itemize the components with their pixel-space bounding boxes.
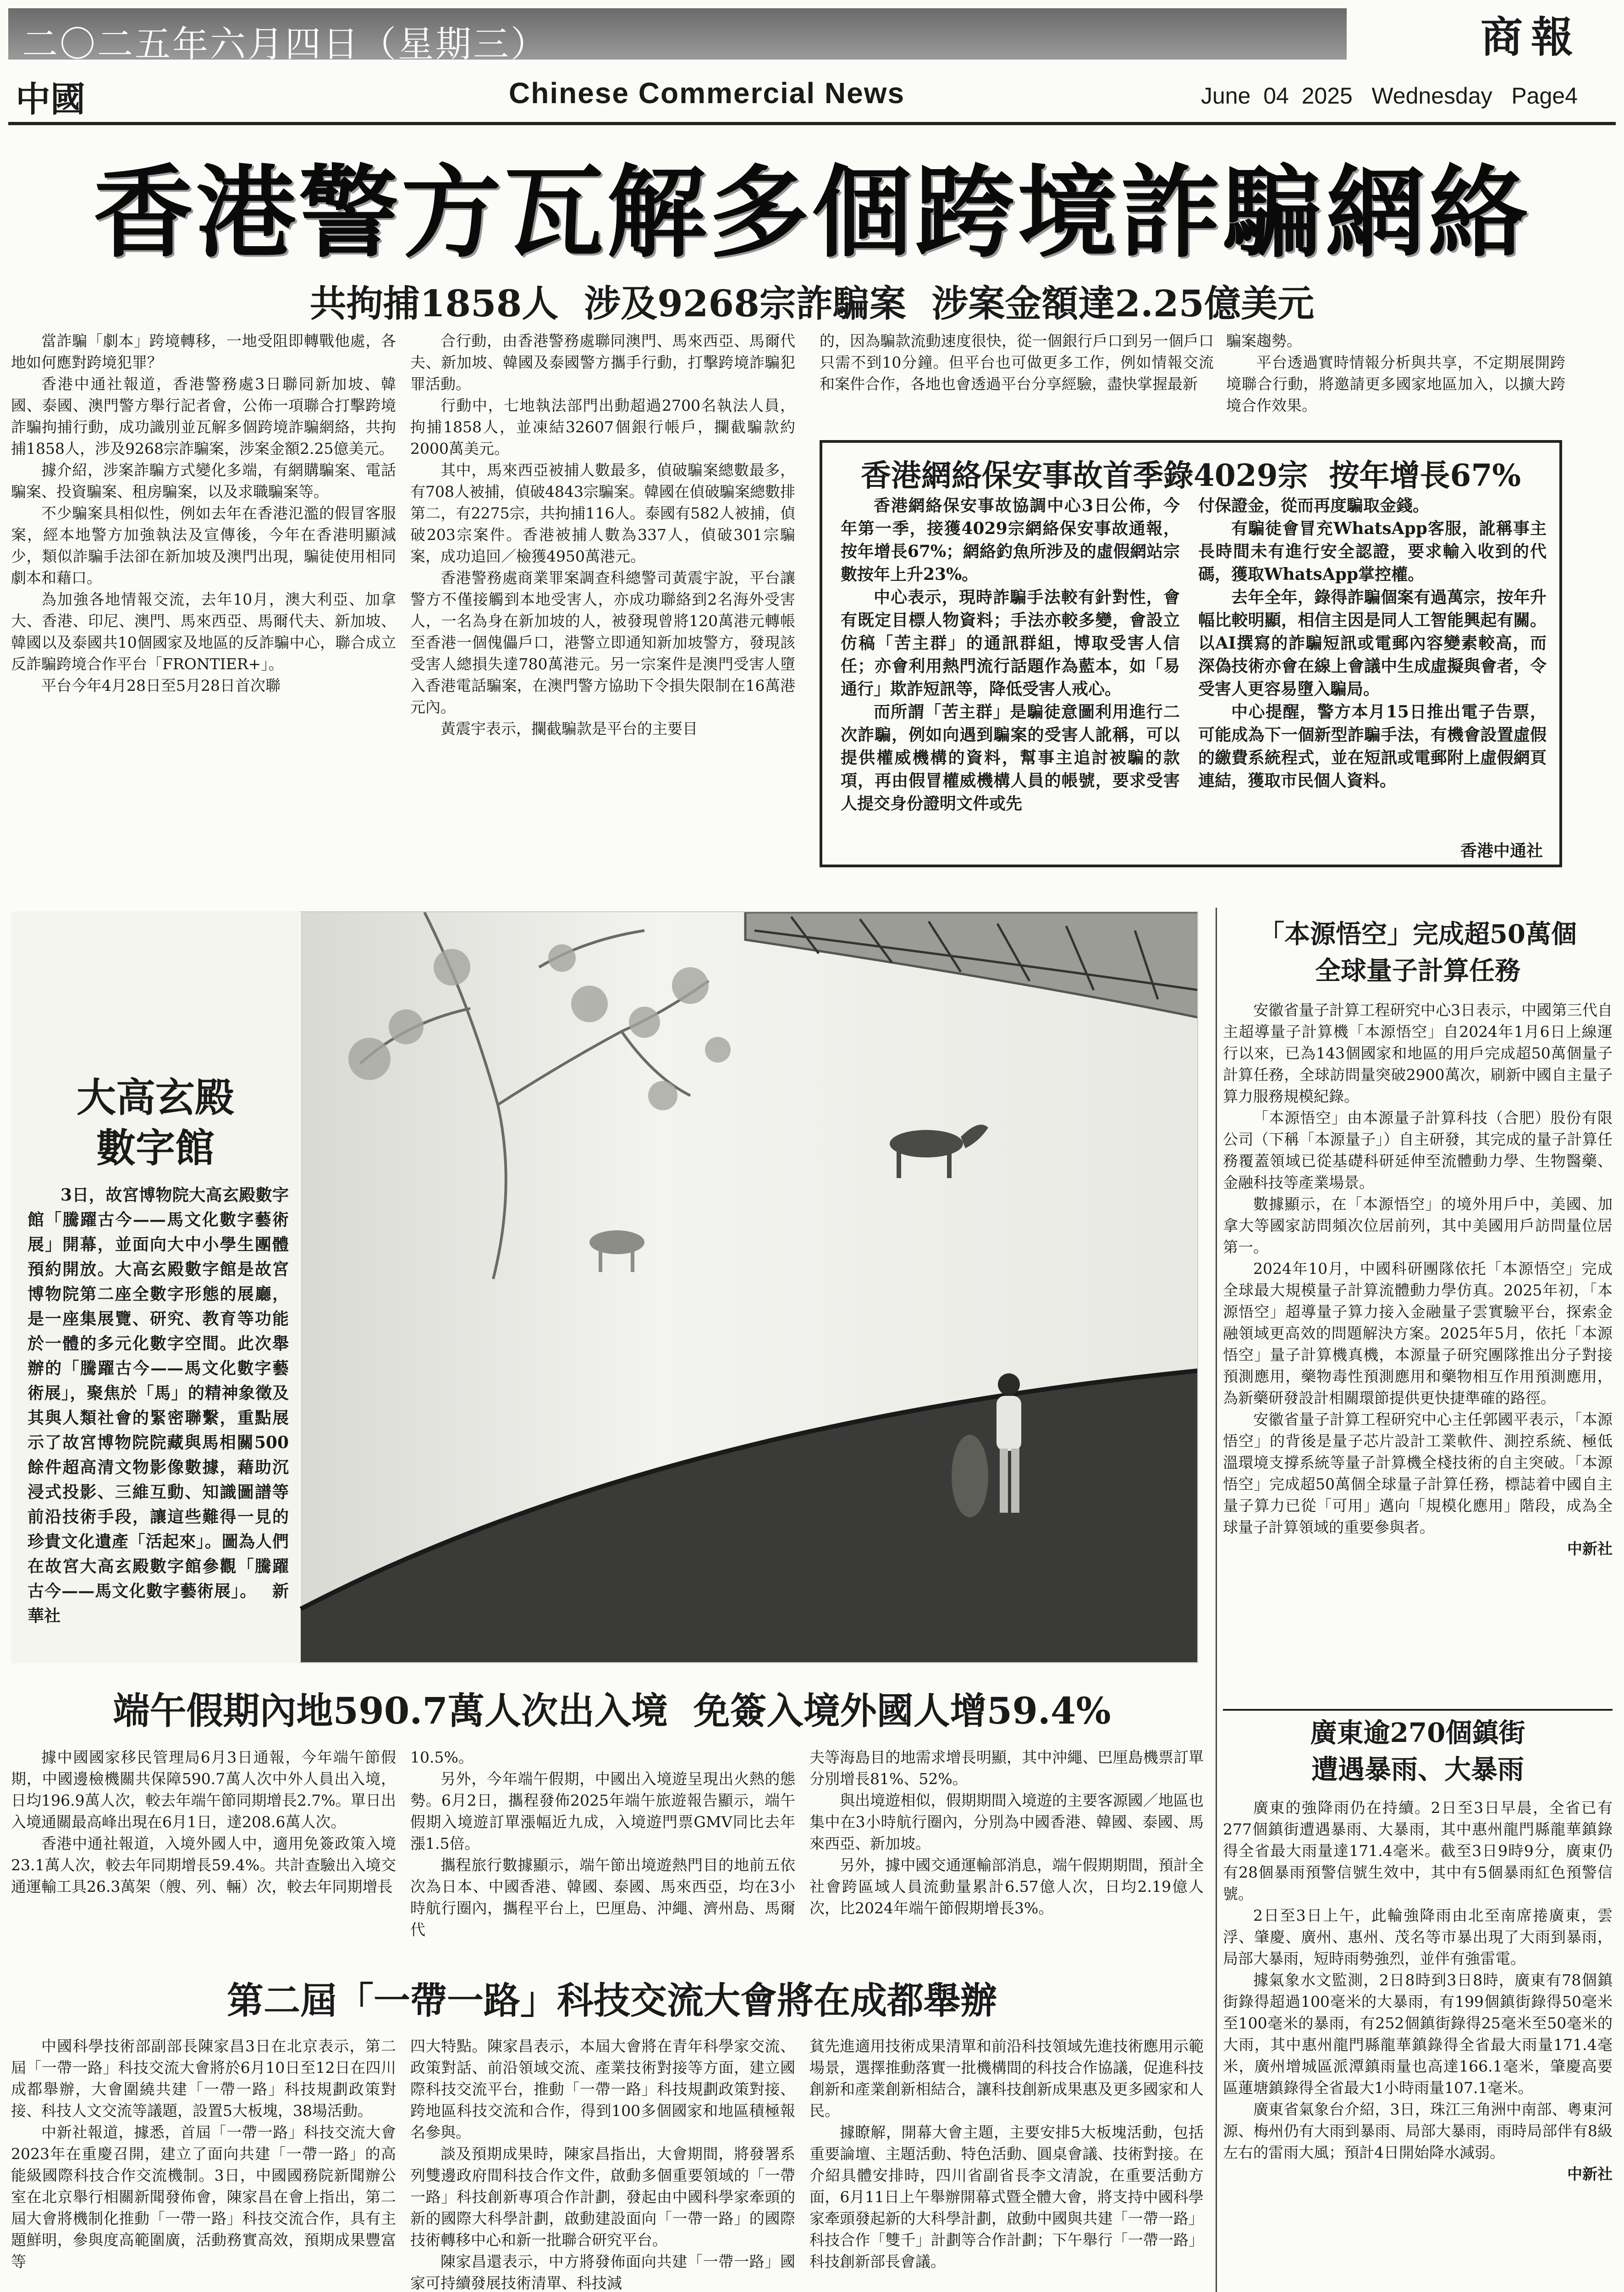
paragraph: 香港中通社報道，香港警務處3日聯同新加坡、韓國、泰國、澳門警方舉行記者會，公佈一項聯合打擊跨境詐騙拘捕行動，成功識別並瓦解多個跨境詐騙網絡，共拘捕1858人，涉及9268宗詐騙案，涉案金額2.25億美元。 <box>11 375 396 457</box>
guangdong-title <box>1223 1714 1613 1788</box>
paragraph: 香港網絡保安事故協調中心3日公佈，今年第一季，接獲4029宗網絡保安事故通報，按年增長67%；網絡釣魚所涉及的虛假網站宗數按年上升23%。 <box>841 496 1180 584</box>
paragraph: 為加強各地情報交流，去年10月，澳大利亞、加拿大、香港、印尼、澳門、馬來西亞、馬爾代夫、新加坡、韓國以及泰國共10個國家及地區的反詐騙中心，聯合成立反詐騙跨境合作平台「FRONTIER+」。 <box>11 590 396 673</box>
paragraph: 廣東省氣象台介紹，3日，珠江三角洲中南部、粵東河源、梅州仍有大雨到暴雨、局部大暴雨，雨時局部伴有8級左右的雷雨大風；預計4日開始降水減弱。 <box>1223 2100 1613 2161</box>
lead-column-1 <box>11 330 396 898</box>
paragraph: 中心表示，現時詐騙手法較有針對性，會有既定目標人物資料；手法亦較多變，會設立仿稿「苦主群」的通訊群組，博取受害人信任；亦會利用熱門流行話題作為藍本，如「易通行」欺詐短訊等，降低受害人戒心。 <box>841 588 1180 699</box>
paragraph: 10.5%。 <box>410 1748 473 1766</box>
paragraph: 騙案趨勢。 <box>1226 332 1302 350</box>
photo-credit: 新華社 <box>28 1581 289 1625</box>
dragon-column-2 <box>410 1747 795 1948</box>
paragraph: 行動中，七地執法部門出動超過2700名執法人員，拘捕1858人，並凍結32607個銀行帳戶，攔截騙款約2000萬美元。 <box>410 397 795 457</box>
paragraph: 當詐騙「劇本」跨境轉移，一地受阻即轉戰他處，各地如何應對跨境犯罪？ <box>11 332 396 371</box>
paragraph: 平台透過實時情報分析與共享，不定期展開跨境聯合行動，將邀請更多國家地區加入，以擴大跨境合作效果。 <box>1226 353 1565 414</box>
paragraph: 廣東的強降雨仍在持續。2日至3日早晨，全省已有277個鎮街遭遇暴雨、大暴雨，其中惠州龍門縣龍華鎮錄得全省最大雨量達171.4毫米。截至3日9時9分，廣東仍有28個暴雨預警信號生效中，其中有5個暴雨紅色預警信號。 <box>1223 1799 1613 1903</box>
paragraph: 中新社報道，據悉，首屆「一帶一路」科技交流大會2023年在重慶召開，建立了面向共建「一帶一路」的高能級國際科技合作交流機制。3日，中國國務院新聞辦公室在北京舉行相關新聞發佈會，陳家昌在會上指出，第二屆大會將機制化推動「一帶一路」科技交流合作，具有主題鮮明，參與度高範圍廣，活動務實高效，預期成果豐富等 <box>11 2123 396 2270</box>
paragraph: 四大特點。陳家昌表示，本屆大會將在青年科學家交流、政策對話、前沿領域交流、產業技術對接等方面，建立國際科技交流平台，推動「一帶一路」科技規劃政策對接、跨地區科技交流和合作，得到100多個國家和地區積極報名參與。 <box>410 2037 795 2141</box>
paragraph: 據介紹，涉案詐騙方式變化多端，有網購騙案、電話騙案、投資騙案、租房騙案，以及求職騙案等。 <box>11 461 396 501</box>
lead-column-4 <box>1226 330 1565 435</box>
paragraph: 安徽省量子計算工程研究中心主任郭國平表示，「本源悟空」的背後是量子芯片設計工業軟件、測控系統、極低溫環境支撐系統等量子計算機全棧技術的自主突破。「本源悟空」完成超50萬個全球量子計算任務，標誌着中國自主量子算力已從「可用」邁向「規模化應用」階段，成為全球量子計算領域的重要參與者。 <box>1223 1410 1613 1536</box>
section-region: 中國 <box>16 79 85 120</box>
paragraph: 「本源悟空」由本源量子計算科技（合肥）股份有限公司（下稱「本源量子」）自主研發，其完成的量子計算任務覆蓋領域已從基礎科研延伸至流體動力學、生物醫藥、金融科技等產業場景。 <box>1223 1109 1613 1191</box>
belt-headline: 第二屆「一帶一路」科技交流大會將在成都舉辦 <box>227 1979 997 2022</box>
box-credit: 香港中通社 <box>1460 841 1543 860</box>
paragraph: 與出境遊相似，假期期間入境遊的主要客源國／地區也集中在3小時航行圈內，分別為中國香港、韓國、泰國、馬來西亞、新加坡。 <box>809 1791 1204 1852</box>
paragraph: 香港警務處商業罪案調查科總警司黃震宇說，平台讓警方不僅接觸到本地受害人，亦成功聯絡到2名海外受害人，一名為身在新加坡的人，被發現曾將120萬港元轉帳至香港一個傀儡戶口，港警立即通知新加坡警方，發現該受害人總損失達780萬港元。另一宗案件是澳門受害人墮入香港電話騙案，在澳門警方協助下令損失限制在16萬港元內。 <box>410 569 795 716</box>
column-divider <box>1216 908 1217 2292</box>
section-rule <box>1223 1709 1613 1711</box>
paragraph: 去年全年，錄得詐騙個案有過萬宗，按年升幅比較明顯，相信主因是同人工智能興起有關。以AI撰寫的詐騙短訊或電郵內容變素較高，而深偽技術亦會在線上會議中生成虛擬與會者，令受害人更容易墮入騙局。 <box>1198 588 1547 699</box>
guangdong-body <box>1223 1797 1613 2292</box>
quantum-title-line-2: 全球量子計算任務 <box>1315 956 1520 986</box>
paragraph: 其中，馬來西亞被捕人數最多，偵破騙案總數最多，有708人被捕，偵破4843宗騙案。韓國在偵破騙案總數排第二，有2275宗，共拘捕116人。泰國有582人被捕，偵破203宗案件。香港被捕人數為337人，偵破301宗騙案，成功追回／檢獲4950萬港元。 <box>410 461 795 565</box>
paragraph: 夫等海島目的地需求增長明顯，其中沖繩、巴厘島機票訂單分別增長81%、52%。 <box>809 1748 1204 1788</box>
lead-subhead: 共拘捕1858人 涉及9268宗詐騙案 涉案金額達2.25億美元 <box>309 282 1315 325</box>
paragraph: 付保證金，從而再度騙取金錢。 <box>1198 496 1430 515</box>
photo-title-line-2: 數字館 <box>96 1125 215 1171</box>
english-name: Chinese Commercial News <box>509 77 905 110</box>
photo-caption <box>28 1183 289 1628</box>
paragraph: 中國科學技術部副部長陳家昌3日在北京表示，第二屆「一帶一路」科技交流大會將於6月10日至12日在四川成都舉辦，大會圍繞共建「一帶一路」科技規劃政策對接、科技人文交流等議題，設置5大板塊，38場活動。 <box>11 2037 396 2120</box>
guangdong-title-line-2: 遭遇暴雨、大暴雨 <box>1311 1754 1524 1785</box>
photo-caption-text: 3日，故宮博物院大高玄殿數字館「騰躍古今——馬文化數字藝術展」開幕，並面向大中小學生團體預約開放。大高玄殿數字館是故宮博物院第二座全數字形態的展廳，是一座集展覽、研究、教育等功能於一體的多元化數字空間。此次舉辦的「騰躍古今——馬文化數字藝術展」，聚焦於「馬」的精神象徵及其與人類社會的緊密聯繫，重點展示了故宮博物院院藏與馬相關500餘件超高清文物影像數據，藉助沉浸式投影、三維互動、知識圖譜等前沿技術手段，讓這些難得一見的珍貴文化遺產「活起來」。圖為人們在故宮大高玄殿數字館參觀「騰躍古今——馬文化數字藝術展」。 <box>28 1185 289 1601</box>
paragraph: 另外，據中國交通運輸部消息，端午假期期間，預計全社會跨區域人員流動量累計6.57億人次，日均2.19億人次，比2024年端午節假期增長3%。 <box>809 1856 1204 1917</box>
box-column-2 <box>1198 494 1547 843</box>
belt-column-3 <box>809 2035 1204 2292</box>
paragraph: 據瞭解，開幕大會主題，主要安排5大板塊活動，包括重要論壇、主題活動、特色活動、圓桌會議、技術對接。在介紹具體安排時，四川省副省長李文清說，在重要活動方面，6月11日上午舉辦開幕式暨全體大會，將支持中國科學家牽頭發起新的大科學計劃，啟動中國與共建「一帶一路」科技合作「雙千」計劃等合作計劃；下午舉行「一帶一路」科技創新部長會議。 <box>809 2123 1204 2270</box>
paragraph: 攜程旅行數據顯示，端午節出境遊熱門目的地前五依次為日本、中國香港、韓國、泰國、馬來西亞，均在3小時航行圈內，攜程平台上，巴厘島、沖繩、濟州島、馬爾代 <box>410 1856 795 1939</box>
box-column-1 <box>841 494 1180 861</box>
paragraph: 黃震宇表示，攔截騙款是平台的主要目 <box>440 720 698 738</box>
paragraph: 有騙徒會冒充WhatsApp客服，訛稱事主長時間未有進行安全認證，要求輸入收到的代碼，獲取WhatsApp掌控權。 <box>1198 519 1547 584</box>
lead-column-2 <box>410 330 795 898</box>
box-title: 香港網絡保安事故首季錄4029宗 按年增長67% <box>860 457 1521 493</box>
paragraph: 安徽省量子計算工程研究中心3日表示，中國第三代自主超導量子計算機「本源悟空」自2024年1月6日上線運行以來，已為143個國家和地區的用戶完成超50萬個量子計算任務，全球訪問量突破2900萬次，刷新中國自主量子算力服務規模紀錄。 <box>1223 1001 1613 1105</box>
paragraph: 中心提醒，警方本月15日推出電子告票，可能成為下一個新型詐騙手法，有機會設置虛假的繳費系統程式，並在短訊或電郵附上虛假網頁連結，獲取市民個人資料。 <box>1198 702 1547 790</box>
dragon-column-1 <box>11 1747 396 1948</box>
paragraph: 合行動，由香港警務處聯同澳門、馬來西亞、馬爾代夫、新加坡、韓國及泰國警方攜手行動，打擊跨境詐騙犯罪活動。 <box>410 332 795 393</box>
paragraph: 另外，今年端午假期，中國出入境遊呈現出火熱的態勢。6月2日，攜程發佈2025年端午旅遊報告顯示，端午假期入境遊訂單漲幅近九成，入境遊門票GMV同比去年漲1.5倍。 <box>410 1770 795 1852</box>
photo-title <box>11 1073 300 1174</box>
dragon-column-3 <box>809 1747 1204 1948</box>
guangdong-title-line-1: 廣東逾270個鎮街 <box>1310 1717 1525 1748</box>
paragraph: 據中國國家移民管理局6月3日通報，今年端午節假期，中國邊檢機關共保障590.7萬人次中外人員出入境，日均196.9萬人次，較去年端午節同期增長2.7%。單日出入境通關最高峰出現在6月1日，達208.6萬人次。 <box>11 1748 396 1831</box>
lead-column-3 <box>820 330 1214 435</box>
quantum-title <box>1223 916 1613 989</box>
photo-title-line-1: 大高玄殿 <box>77 1074 234 1121</box>
dragon-headline: 端午假期內地590.7萬人次出入境 免簽入境外國人增59.4% <box>113 1689 1111 1732</box>
paragraph: 據氣象水文監測，2日8時到3日8時，廣東有78個鎮街錄得超過100毫米的大暴雨，有199個鎮街錄得50毫米至100毫米的暴雨，有252個鎮街錄得25毫米至50毫米的大雨，其中惠州龍門縣龍華鎮錄得全省最大雨量171.4毫米，廣州增城區派潭鎮雨量也高達166.1毫米，肇慶高要區蓮塘鎮錄得全省最大1小時雨量107.1毫米。 <box>1223 1971 1613 2097</box>
guangdong-credit: 中新社 <box>1567 2165 1613 2183</box>
paragraph: 陳家昌還表示，中方將發佈面向共建「一帶一路」國家可持續發展技術清單、科技減 <box>410 2253 795 2292</box>
quantum-body <box>1223 999 1613 1742</box>
paragraph: 2024年10月，中國科研團隊依托「本源悟空」完成全球最大規模量子計算流體動力學仿真。2025年初，「本源悟空」超導量子算力接入金融量子雲實驗平台，探索金融領域更高效的問題解決方案。2025年5月，依托「本源悟空」量子計算機真機，本源量子研究團隊推出分子對接預測應用，藥物毒性預測應用和藥物相互作用預測應用，為新藥研發設計相關環節提供更快捷準確的路徑。 <box>1223 1260 1613 1407</box>
date-bar <box>8 8 1347 65</box>
paragraph: 談及預期成果時，陳家昌指出，大會期間，將發署系列雙邊政府間科技合作文件，啟動多個重要領域的「一帶一路」科技創新專項合作計劃，發起由中國科學家牽頭的新的國際大科學計劃，啟動建設面向「一帶一路」的國際技術轉移中心和新一批聯合研究平台。 <box>410 2145 795 2249</box>
quantum-title-line-1: 「本源悟空」完成超50萬個 <box>1259 919 1577 949</box>
quantum-credit: 中新社 <box>1567 1540 1613 1558</box>
paragraph: 貧先進適用技術成果清單和前沿科技領域先進技術應用示範場景，選擇推動落實一批機構間的科技合作協議，促進科技創新和產業創新相結合，讓科技創新成果惠及更多國家和人民。 <box>809 2037 1204 2120</box>
paragraph: 香港中通社報道，入境外國人中，適用免簽政策入境23.1萬人次，較去年同期增長59.4%。共計查驗出入境交通運輸工具26.3萬架（艘、列、輛）次，較去年同期增長 <box>11 1835 396 1895</box>
lead-headline: 香港警方瓦解多個跨境詐騙網絡 <box>93 154 1531 271</box>
paragraph: 的，因為騙款流動速度很快，從一個銀行戶口到另一個戶口只需不到10分鐘。但平台也可做更多工作，例如情報交流和案件合作，各地也會透過平台分享經驗，盡快掌握最新 <box>820 332 1214 393</box>
belt-column-2 <box>410 2035 795 2292</box>
paragraph: 不少騙案具相似性，例如去年在香港氾濫的假冒客服案，經本地警方加強執法及宣傳後，今年在香港明顯減少，類似詐騙手法卻在新加坡及澳門出現，騙徒使用相同劇本和藉口。 <box>11 504 396 587</box>
belt-column-1 <box>11 2035 396 2292</box>
paragraph: 數據顯示，在「本源悟空」的境外用戶中，美國、加拿大等國家訪問頻次位居前列，其中美國用戶訪問量位居第一。 <box>1223 1195 1613 1256</box>
newspaper-name: 商報 <box>1481 12 1582 62</box>
boxed-article <box>820 440 1562 867</box>
page-info: June 04 2025 Wednesday Page4 <box>1201 83 1578 109</box>
masthead-rule <box>8 122 1616 125</box>
issue-date: 二〇二五年六月四日（星期三） <box>22 24 549 65</box>
paragraph: 2日至3日上午，此輪強降雨由北至南席捲廣東，雲浮、肇慶、廣州、惠州、茂名等市暴出現了大雨到暴雨，局部大暴雨，短時雨勢強烈，並伴有強雷電。 <box>1223 1906 1613 1967</box>
paragraph: 平台今年4月28日至5月28日首次聯 <box>41 677 281 694</box>
paragraph: 而所謂「苦主群」是騙徒意圖利用進行二次詐騙，例如向遇到騙案的受害人訛稱，可以提供權威機構的資料，幫事主追討被騙的款項，再由假冒權威機構人員的帳號，要求受害人提交身份證明文件或先 <box>841 702 1180 813</box>
